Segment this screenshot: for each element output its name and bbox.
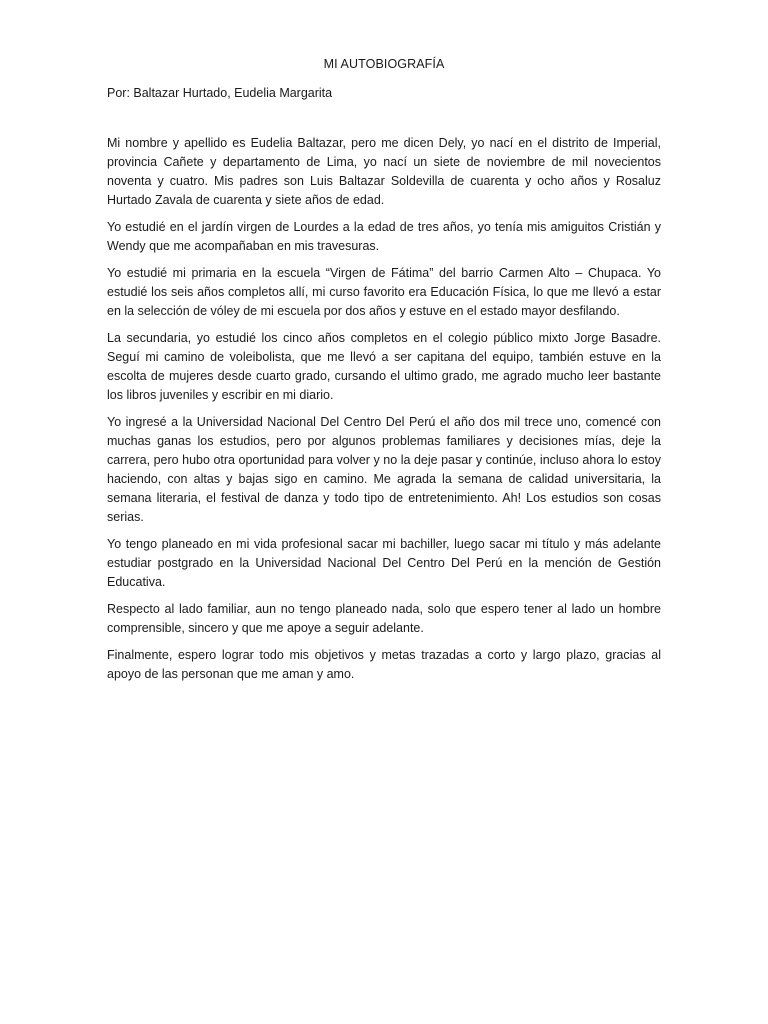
paragraph-conclusion: Finalmente, espero lograr todo mis objetivos y metas trazadas a corto y largo plazo, gracias al apoyo de las personan que me aman y amo. [107,648,661,681]
document-byline: Por: Baltazar Hurtado, Eudelia Margarita [107,86,333,100]
document-title: MI AUTOBIOGRAFÍA [323,57,445,71]
paragraph-primary-school: Yo estudié mi primaria en la escuela “Virgen de Fátima” del barrio Carmen Alto – Chupaca. Yo estudié los seis años completos allí, mi curso favorito era Educación Física, lo que me llevó a estar en la selección de vóley de mi escuela por dos años y estuve en el estado mayor desfilando. [107,266,661,318]
paragraph-professional-plans: Yo tengo planeado en mi vida profesional sacar mi bachiller, luego sacar mi título y más adelante estudiar postgrado en la Universidad Nacional Del Centro Del Perú en la mención de Gestión Educativa. [107,537,661,589]
paragraph-secondary-school: La secundaria, yo estudié los cinco años completos en el colegio público mixto Jorge Basadre. Seguí mi camino de voleibolista, que me llevó a ser capitana del equipo, también estuve en la escolta de mujeres desde cuarto grado, cursando el ultimo grado, me agrado mucho leer bastante los libros juveniles y escribir en mi diario. [107,331,661,402]
paragraph-birth: Mi nombre y apellido es Eudelia Baltazar, pero me dicen Dely, yo nací en el distrito de Imperial, provincia Cañete y departamento de Lima, yo nací un siete de noviembre de mil novecientos noventa y cuatro. Mis padres son Luis Baltazar Soldevilla de cuarenta y ocho años y Rosaluz Hurtado Zavala de cuarenta y siete años de edad. [107,136,661,207]
paragraph-kindergarten: Yo estudié en el jardín virgen de Lourdes a la edad de tres años, yo tenía mis amiguitos Cristián y Wendy que me acompañaban en mis travesuras. [107,220,661,253]
paragraph-family: Respecto al lado familiar, aun no tengo planeado nada, solo que espero tener al lado un hombre comprensible, sincero y que me apoye a seguir adelante. [107,602,661,635]
paragraph-university: Yo ingresé a la Universidad Nacional Del Centro Del Perú el año dos mil trece uno, comencé con muchas ganas los estudios, pero por algunos problemas familiares y decisiones mías, deje la carrera, pero hubo otra oportunidad para volver y no la deje pasar y continúe, incluso ahora lo estoy haciendo, con altas y bajas sigo en camino. Me agrada la semana de calidad universitaria, la semana literaria, el festival de danza y todo tipo de entretenimiento. Ah! Los estudios son cosas serias. [107,415,661,524]
document-page [107,55,661,692]
